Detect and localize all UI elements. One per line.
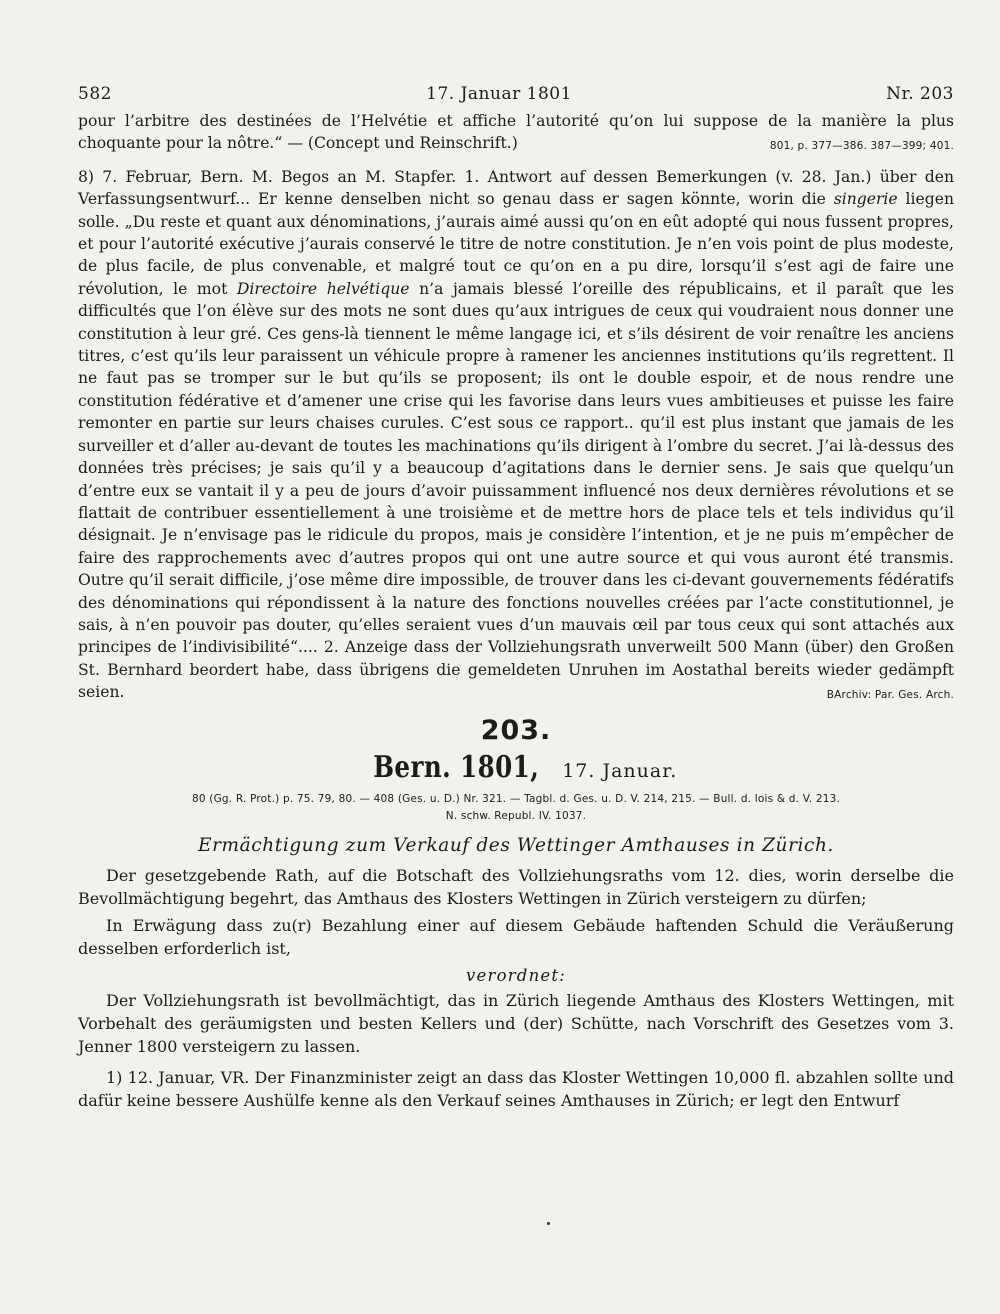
note-8-text-c: n’a jamais blessé l’oreille des républicains, et il paraît que les difficultés que l’on élève sur des mots ne sont dues qu’aux intrigues de ceux qui voudraient nous donner une constitution à leur gré. Ces gens-là tiennent le même langage ici, et s’ils désirent de voir renaître les anciens titres, c’est qu’ils leur paraissent un véhicule propre à ramener les anciennes institutions qu’ils regrettent. Il ne faut pas se tromper sur le but qu’ils se proposent; ils ont le double espoir, et de nous rendre une constitution fédérative et d’amener une crise qui les favorise dans leurs vues ambitieuses et puisse les faire remonter en partie sur leurs chaises curules. C’est sous ce rapport.. qu’il est plus instant que jamais de les surveiller et d’aller au-devant de toutes les machinations qu’ils dirigent à l’ombre du secret. J’ai là-dessus des données très précises; je sais qu’il y a beaucoup d’agitations dans le dernier sens. Je sais que quelqu’un d’entre eux se vantait il y a peu de jours d’avoir puissamment influencé nos deux dernières révolutions et se flattait de contribuer essentiellement à une troisième et de mettre hors de place tels et tels individus qu’il désignait. Je n’envisage pas le ridicule du propos, mais je considère l’intention, et je ne puis m’empêcher de faire des rapprochements avec d’autres propos qui ont une autre source et qui vous auront été transmis. Outre qu’il serait difficile, j’ose même dire impossible, de trouver dans les ci-devant gouvernements fédératifs des dénominations qui répondissent à la nature des fonctions nouvelles créées par l’acte constitutionnel, je sais, à n’en pouvoir pas douter, qu’elles seraient vues d’un mauvais œil par tous ceux qui sont attachés aux principes de l’indivisibilité“.... 2. Anzeige dass der Vollziehungsrath unverweilt 500 Mann (über) den Großen St. Bernhard beordert habe, dass übrigens die gemeldeten Unruhen im Aostathal bereits wieder gedämpft seien. xyxy=(78,279,954,702)
header-date: 17. Januar 1801 xyxy=(426,84,572,104)
note-8-text-b: liegen solle. „Du reste et quant aux dénominations, j’aurais aimé aussi qu’on en eût adopté qui nous fussent propres, et pour l’autorité exécutive j’aurais conservé le titre de notre constitution. Je n’en vois point de plus modeste, de plus facile, de plus convenable, et malgré tout ce qu’on en a pu dire, lorsqu’il s’est agi de faire une révolution, le mot xyxy=(78,190,954,298)
continuation-source: 801, p. 377—386. 387—399; 401. xyxy=(769,140,954,153)
decree-paragraph-3: Der Vollziehungsrath ist bevollmächtigt, das in Zürich liegende Amthaus des Klosters Wettingen, mit Vorbehalt des geräumigsten und besten Kellers und (der) Schütte, nach Vorschrift des Gesetzes vom 3. Jenner 1800 versteigern zu lassen. xyxy=(78,990,954,1056)
page-content xyxy=(78,84,954,1112)
page-number: 582 xyxy=(78,84,112,104)
print-mark xyxy=(547,1222,550,1225)
footnote-1: 1) 12. Januar, VR. Der Finanzminister zeigt an dass das Kloster Wettingen 10,000 fl. abzahlen sollte und dafür keine bessere Aushülfe kenne als den Verkauf seines Amthauses in Zürich; er legt den Entwurf xyxy=(78,1067,954,1110)
entry-title: Ermächtigung zum Verkauf des Wettinger Amthauses in Zürich. xyxy=(197,834,834,856)
decree-paragraph-2: In Erwägung dass zu(r) Bezahlung einer auf diesem Gebäude haftenden Schuld die Veräußerung desselben erforderlich ist, xyxy=(78,915,954,958)
verordnet-heading: verordnet: xyxy=(466,965,566,985)
note-8-text-a: 8) 7. Februar, Bern. M. Begos an M. Stapfer. 1. Antwort auf dessen Bemerkungen (v. 28. Jan.) über den Verfassungsentwurf... Er kenne denselben nicht so genau dass er sagen könnte, worin die xyxy=(78,167,954,209)
note-8-paragraph xyxy=(78,166,954,707)
note-8-source: BArchiv: Par. Ges. Arch. xyxy=(826,689,954,702)
entry-sources-line-2: N. schw. Republ. IV. 1037. xyxy=(445,809,587,822)
continuation-paragraph xyxy=(78,110,954,158)
entry-place-year: Bern. 1801, xyxy=(372,749,539,785)
running-header xyxy=(78,84,954,104)
entry-number: 203. xyxy=(480,714,552,746)
header-entry-number: Nr. 203 xyxy=(886,84,954,104)
note-8-italic-directoire: Directoire helvétique xyxy=(236,279,410,298)
decree-paragraph-1: Der gesetzgebende Rath, auf die Botschaft des Vollziehungsraths vom 12. dies, worin derselbe die Bevollmächtigung begehrt, das Amthaus des Klosters Wettingen in Zürich versteigern zu dürfen; xyxy=(78,865,954,908)
note-8-italic-singerie: singerie xyxy=(833,190,898,209)
entry-dateline xyxy=(78,750,954,785)
entry-date: 17. Januar. xyxy=(562,759,678,782)
entry-sources xyxy=(78,791,954,825)
continuation-text: pour l’arbitre des destinées de l’Helvétie et affiche l’autorité qu’on lui suppose de la manière la plus choquante pour la nôtre.“ — (Concept und Reinschrift.) xyxy=(78,112,954,153)
entry-sources-line-1: 80 (Gg. R. Prot.) p. 75. 79, 80. — 408 (Ges. u. D.) Nr. 321. — Tagbl. d. Ges. u. D. V. 214, 215. — Bull. d. lois & d. V. 213. xyxy=(191,792,841,805)
